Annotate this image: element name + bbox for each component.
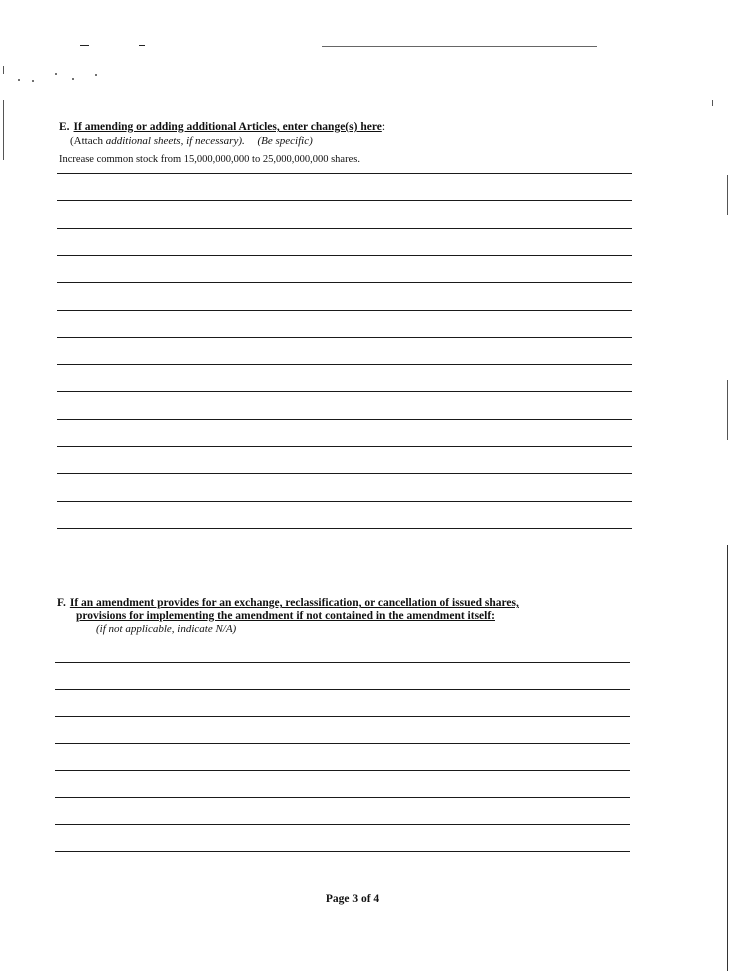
scan-speck: [32, 80, 34, 82]
section-e-instruction: [70, 135, 313, 147]
answer-line: [57, 173, 632, 174]
scan-edge-mark: [727, 175, 728, 215]
answer-line: [55, 743, 630, 744]
section-e-heading: [59, 121, 385, 133]
scan-mark: [139, 45, 145, 46]
answer-line: [57, 473, 632, 474]
scan-speck: [72, 78, 74, 80]
section-e-heading-text: If amending or adding additional Articles, enter change(s) here: [73, 121, 382, 133]
answer-line: [57, 200, 632, 201]
answer-line: [57, 446, 632, 447]
scan-edge-mark: [3, 100, 4, 160]
section-f-letter: F.: [57, 597, 66, 609]
answer-line: [55, 797, 630, 798]
section-e-letter: E.: [59, 121, 70, 133]
section-e-instruction-italic: additional sheets, if necessary).: [105, 135, 245, 147]
answer-line: [55, 770, 630, 771]
section-f-instruction-text: (if not applicable, indicate N/A): [96, 623, 237, 635]
section-e-instruction-open: (Attach: [70, 135, 106, 147]
scan-speck: [95, 74, 97, 76]
section-e-instruction-note: (Be specific): [257, 135, 313, 147]
scan-speck: [55, 73, 57, 75]
page-number: Page 3 of 4: [325, 893, 380, 905]
section-f-heading-line2: [76, 610, 495, 622]
answer-line: [57, 391, 632, 392]
section-f-heading-text-2: provisions for implementing the amendment if not contained in the amendment itself:: [76, 610, 495, 622]
scan-mark: [80, 45, 89, 46]
answer-line: [57, 501, 632, 502]
scan-mark: [322, 46, 597, 47]
answer-line: [57, 364, 632, 365]
answer-line: [57, 255, 632, 256]
section-e-answer: Increase common stock from 15,000,000,000 to 25,000,000,000 shares.: [59, 154, 360, 165]
scan-edge-bar: [727, 545, 728, 971]
scan-speck: [18, 79, 20, 81]
section-f-heading-text-1: If an amendment provides for an exchange, reclassification, or cancellation of issued shares,: [69, 597, 519, 609]
scan-edge-mark: [3, 66, 4, 74]
answer-line: [55, 662, 630, 663]
answer-line: [55, 689, 630, 690]
answer-line: [57, 528, 632, 529]
section-e-heading-suffix: :: [381, 121, 386, 133]
scan-edge-mark: [727, 380, 728, 440]
answer-line: [57, 228, 632, 229]
answer-line: [57, 337, 632, 338]
answer-line: [57, 310, 632, 311]
answer-line: [55, 851, 630, 852]
answer-line: [57, 419, 632, 420]
answer-line: [55, 824, 630, 825]
answer-line: [57, 282, 632, 283]
section-f-instruction: [96, 623, 236, 635]
scan-edge-mark: [712, 100, 713, 106]
section-f-heading-line1: [57, 597, 519, 609]
answer-line: [55, 716, 630, 717]
